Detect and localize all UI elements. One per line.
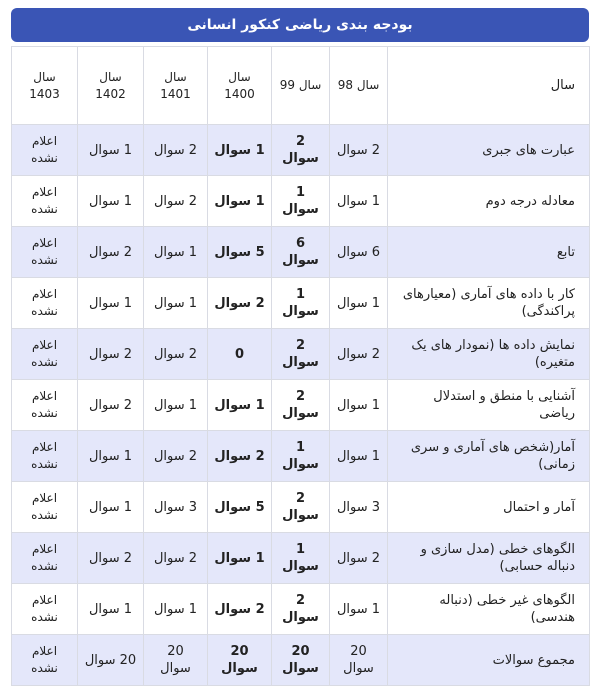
table-body xyxy=(12,47,590,686)
header-row xyxy=(12,47,590,125)
value-cell: 3 سوال xyxy=(330,482,388,533)
topic-cell: آشنایی با منطق و استدلال ریاضی xyxy=(388,380,590,431)
value-cell: اعلام نشده xyxy=(12,278,78,329)
table-row xyxy=(12,482,590,533)
topic-cell: مجموع سوالات xyxy=(388,635,590,686)
value-cell: اعلام نشده xyxy=(12,380,78,431)
table-title: بودجه بندی ریاضی کنکور انسانی xyxy=(11,8,589,42)
value-cell: 2 سوال xyxy=(144,329,208,380)
value-cell: 2 سوال xyxy=(208,584,272,635)
value-cell: 1 سوال xyxy=(144,380,208,431)
header-year: سال 1401 xyxy=(144,47,208,125)
value-cell: 1 سوال xyxy=(144,584,208,635)
value-cell: 2 سوال xyxy=(272,584,330,635)
value-cell: 1 سوال xyxy=(330,278,388,329)
value-cell: 2 سوال xyxy=(272,125,330,176)
value-cell: 2 سوال xyxy=(272,482,330,533)
topic-cell: معادله درجه دوم xyxy=(388,176,590,227)
table-row xyxy=(12,380,590,431)
value-cell: 1 سوال xyxy=(208,176,272,227)
value-cell: اعلام نشده xyxy=(12,227,78,278)
value-cell: اعلام نشده xyxy=(12,431,78,482)
value-cell: 1 سوال xyxy=(208,125,272,176)
value-cell: اعلام نشده xyxy=(12,584,78,635)
value-cell: 2 سوال xyxy=(330,329,388,380)
value-cell: 1 سوال xyxy=(208,380,272,431)
topic-cell: عبارت های جبری xyxy=(388,125,590,176)
header-year: سال 98 xyxy=(330,47,388,125)
topic-cell: الگوهای غیر خطی (دنباله هندسی) xyxy=(388,584,590,635)
topic-cell: الگوهای خطی (مدل سازی و دنباله حسابی) xyxy=(388,533,590,584)
value-cell: 2 سوال xyxy=(272,380,330,431)
table-row xyxy=(12,584,590,635)
value-cell: 1 سوال xyxy=(330,176,388,227)
value-cell: 1 سوال xyxy=(272,431,330,482)
value-cell: 2 سوال xyxy=(330,125,388,176)
table-row xyxy=(12,176,590,227)
value-cell: 20 سوال xyxy=(144,635,208,686)
value-cell: 20 سوال xyxy=(208,635,272,686)
value-cell: 2 سوال xyxy=(272,329,330,380)
budget-table xyxy=(11,46,590,686)
value-cell: اعلام نشده xyxy=(12,125,78,176)
table-row xyxy=(12,227,590,278)
value-cell: 20 سوال xyxy=(330,635,388,686)
value-cell: 1 سوال xyxy=(208,533,272,584)
table-row xyxy=(12,125,590,176)
topic-cell: نمایش داده ها (نمودار های یک متغیره) xyxy=(388,329,590,380)
header-year: سال 1400 xyxy=(208,47,272,125)
value-cell: 1 سوال xyxy=(330,431,388,482)
value-cell: 2 سوال xyxy=(144,176,208,227)
value-cell: 2 سوال xyxy=(144,125,208,176)
value-cell: اعلام نشده xyxy=(12,329,78,380)
value-cell: 2 سوال xyxy=(330,533,388,584)
value-cell: 20 سوال xyxy=(78,635,144,686)
value-cell: 1 سوال xyxy=(144,278,208,329)
value-cell: 5 سوال xyxy=(208,482,272,533)
value-cell: 5 سوال xyxy=(208,227,272,278)
topic-cell: کار با داده های آماری (معیارهای پراکندگی) xyxy=(388,278,590,329)
value-cell: 1 سوال xyxy=(272,533,330,584)
header-topic: سال xyxy=(388,47,590,125)
value-cell: 1 سوال xyxy=(78,584,144,635)
value-cell: 1 سوال xyxy=(330,584,388,635)
value-cell: 2 سوال xyxy=(78,329,144,380)
table-row xyxy=(12,533,590,584)
value-cell: 6 سوال xyxy=(330,227,388,278)
value-cell: 6 سوال xyxy=(272,227,330,278)
value-cell: اعلام نشده xyxy=(12,482,78,533)
value-cell: 1 سوال xyxy=(78,431,144,482)
value-cell: اعلام نشده xyxy=(12,176,78,227)
value-cell: 1 سوال xyxy=(272,278,330,329)
header-year: سال 1402 xyxy=(78,47,144,125)
value-cell: اعلام نشده xyxy=(12,533,78,584)
value-cell: 2 سوال xyxy=(78,227,144,278)
value-cell: 1 سوال xyxy=(144,227,208,278)
value-cell: 2 سوال xyxy=(144,533,208,584)
value-cell: 2 سوال xyxy=(208,278,272,329)
value-cell: 2 سوال xyxy=(208,431,272,482)
value-cell: 1 سوال xyxy=(330,380,388,431)
value-cell: 2 سوال xyxy=(144,431,208,482)
value-cell: 1 سوال xyxy=(78,125,144,176)
table-row xyxy=(12,329,590,380)
header-year: سال 99 xyxy=(272,47,330,125)
value-cell: 1 سوال xyxy=(78,176,144,227)
value-cell: 1 سوال xyxy=(78,278,144,329)
topic-cell: تابع xyxy=(388,227,590,278)
header-year: سال 1403 xyxy=(12,47,78,125)
topic-cell: آمار و احتمال xyxy=(388,482,590,533)
value-cell: 1 سوال xyxy=(78,482,144,533)
value-cell: 2 سوال xyxy=(78,380,144,431)
value-cell: اعلام نشده xyxy=(12,635,78,686)
table-row xyxy=(12,635,590,686)
value-cell: 0 xyxy=(208,329,272,380)
topic-cell: آمار(شخص های آماری و سری زمانی) xyxy=(388,431,590,482)
value-cell: 1 سوال xyxy=(272,176,330,227)
value-cell: 2 سوال xyxy=(78,533,144,584)
table-row xyxy=(12,278,590,329)
table-row xyxy=(12,431,590,482)
value-cell: 20 سوال xyxy=(272,635,330,686)
value-cell: 3 سوال xyxy=(144,482,208,533)
